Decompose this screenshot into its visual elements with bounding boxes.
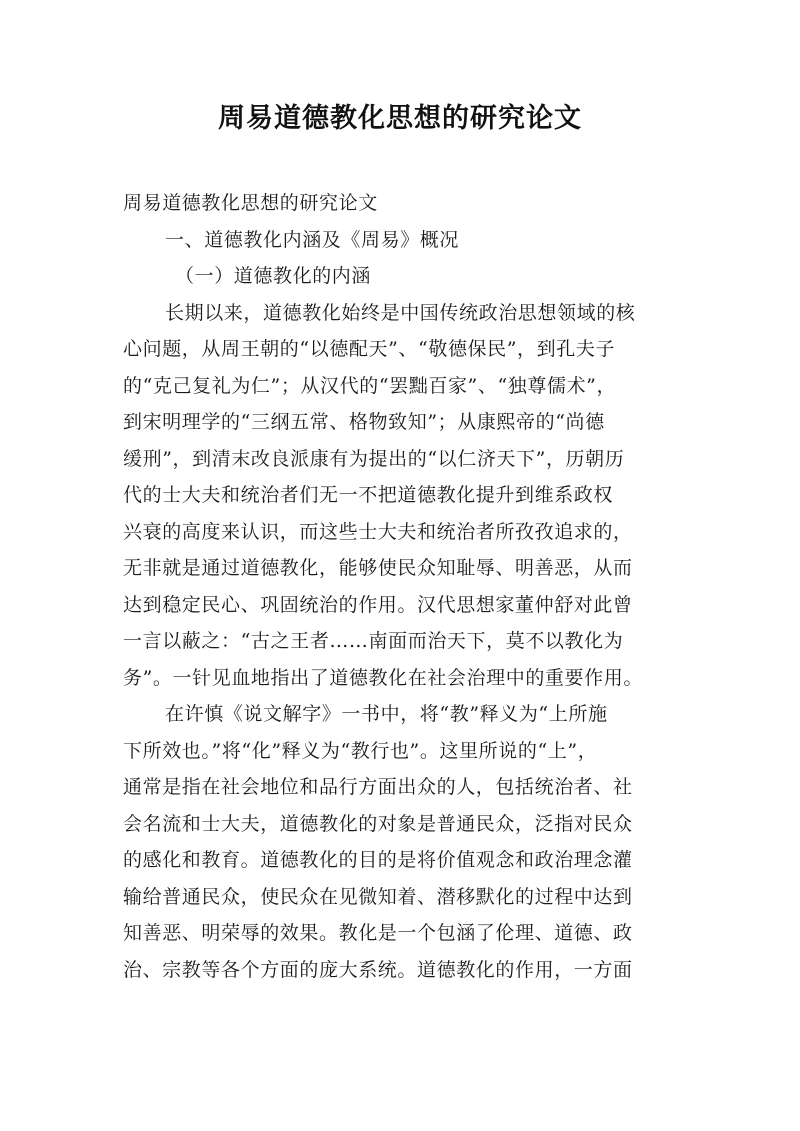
paragraph-line: 会名流和士大夫，道德教化的对象是普通民众，泛指对民众 (123, 812, 633, 835)
paragraph-line: 缓刑”，到清末改良派康有为提出的“以仁济天下”，历朝历 (123, 447, 625, 470)
paragraph-line: 心问题，从周王朝的“以德配天”、“敬德保民”，到孔夫子 (123, 338, 616, 360)
paragraph-line: 知善恶、明荣辱的效果。教化是一个包涵了伦理、道德、政 (123, 922, 633, 944)
paragraph-2 (123, 696, 683, 988)
paragraph-line: 一言以蔽之：“古之王者……南面而治天下，莫不以教化为 (123, 630, 624, 652)
paragraph-line: 在许慎《说文解字》一书中，将“教”释义为“上所施 (165, 703, 608, 725)
paragraph-1 (123, 295, 683, 697)
page-title: 周易道德教化思想的研究论文 (218, 103, 582, 134)
paragraph-line: 代的士大夫和统治者们无一不把道德教化提升到维系政权 (123, 484, 614, 506)
subtitle-line: 周易道德教化思想的研究论文 (123, 192, 378, 214)
paragraph-line: 长期以来，道德教化始终是中国传统政治思想领域的核 (165, 301, 636, 324)
paragraph-line: 无非就是通过道德教化，能够使民众知耻辱、明善恶，从而 (123, 557, 633, 579)
paragraph-line: 到宋明理学的“三纲五常、格物致知”；从康熙帝的“尚德 (123, 411, 605, 433)
paragraph-line: 的感化和教育。道德教化的目的是将价值观念和政治理念灌 (123, 849, 633, 871)
section-heading: 一、道德教化内涵及《周易》概况 (165, 228, 460, 251)
paragraph-line: 达到稳定民心、巩固统治的作用。汉代思想家董仲舒对此曾 (123, 593, 633, 616)
paragraph-line: 的“克己复礼为仁”；从汉代的“罢黜百家”、“独尊儒术”， (123, 374, 617, 397)
subsection-heading: （一）道德教化的内涵 (175, 265, 372, 287)
paragraph-line: 输给普通民众，使民众在见微知着、潜移默化的过程中达到 (123, 885, 633, 908)
paragraph-line: 务”。一针见血地指出了道德教化在社会治理中的重要作用。 (123, 666, 643, 689)
paragraph-line: 下所效也。”将“化”释义为“教行也”。这里所说的“上”， (123, 739, 598, 762)
paragraph-line: 通常是指在社会地位和品行方面出众的人，包括统治者、社 (123, 776, 633, 798)
document-body (123, 185, 683, 988)
paragraph-line: 兴衰的高度来认识，而这些士大夫和统治者所孜孜追求的， (123, 520, 633, 543)
paragraph-line: 治、宗教等各个方面的庞大系统。道德教化的作用，一方面 (123, 958, 633, 981)
